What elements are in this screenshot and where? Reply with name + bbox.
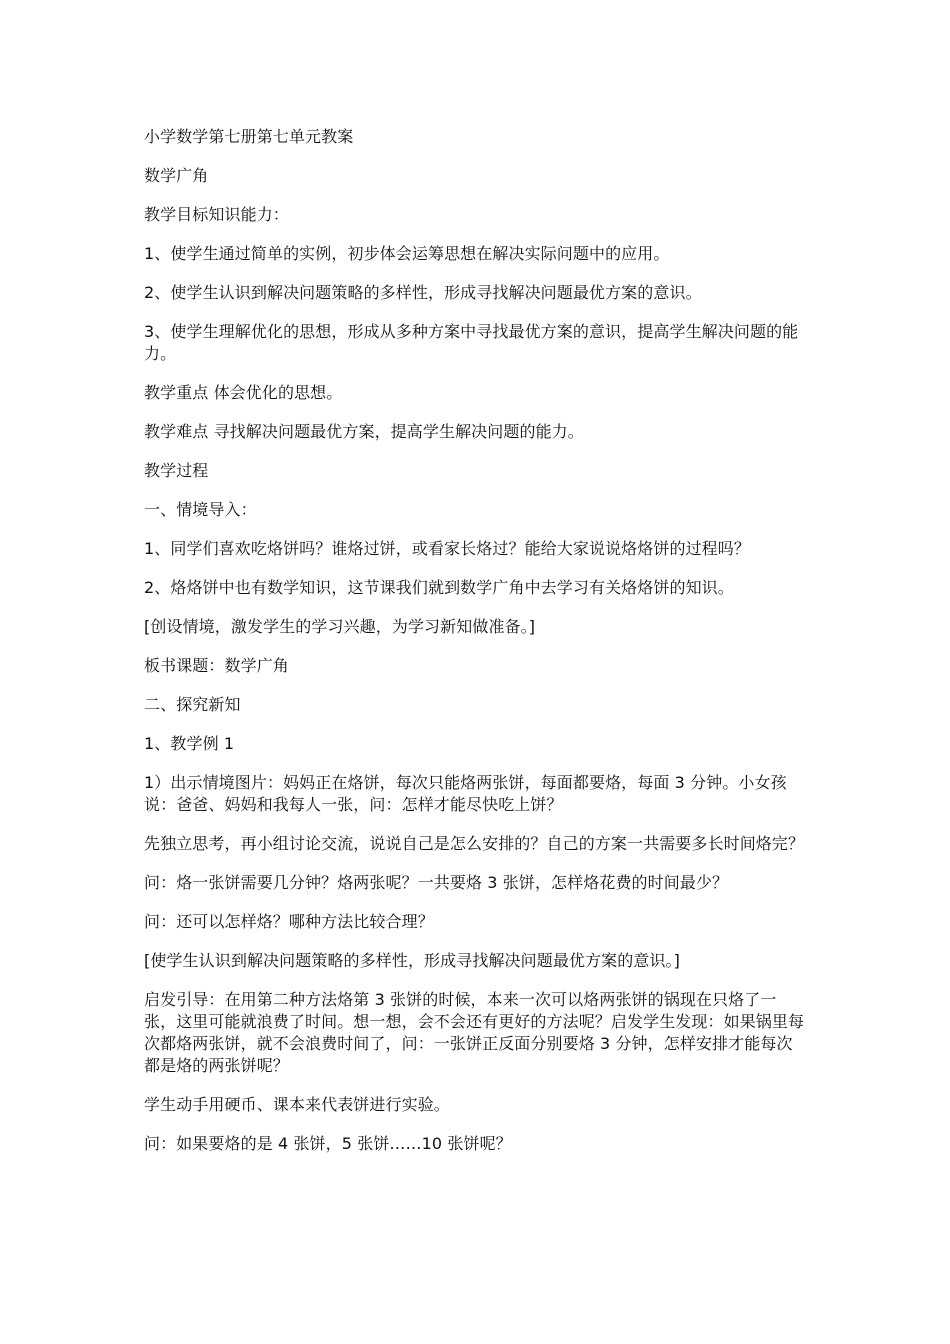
paragraph: 问：还可以怎样烙？哪种方法比较合理？ [144,912,434,931]
paragraph: 问：如果要烙的是 4 张饼，5 张饼……10 张饼呢？ [144,1134,512,1153]
section-title: 二、探究新知 [144,695,241,714]
paragraph: 教学目标知识能力： [144,205,289,224]
section-title: 一、情境导入： [144,500,257,519]
paragraph: 3、使学生理解优化的思想，形成从多种方案中寻找最优方案的意识，提高学生解决问题的能力。 [144,322,799,363]
paragraph: 1）出示情境图片：妈妈正在烙饼，每次只能烙两张饼，每面都要烙，每面 3 分钟。小女孩说：爸爸、妈妈和我每人一张，问：怎样才能尽快吃上饼？ [144,773,787,814]
paragraph: [创设情境，激发学生的学习兴趣，为学习新知做准备。] [144,617,536,636]
document-title: 小学数学第七册第七单元教案 [144,127,354,146]
paragraph: 2、烙烙饼中也有数学知识，这节课我们就到数学广角中去学习有关烙烙饼的知识。 [144,578,734,597]
paragraph: 问：烙一张饼需要几分钟？烙两张呢？一共要烙 3 张饼，怎样烙花费的时间最少？ [144,873,729,892]
paragraph: 先独立思考，再小组讨论交流，说说自己是怎么安排的？自己的方案一共需要多长时间烙完？ [144,834,805,853]
paragraph: 2、使学生认识到解决问题策略的多样性，形成寻找解决问题最优方案的意识。 [144,283,702,302]
paragraph: 学生动手用硬币、课本来代表饼进行实验。 [144,1095,450,1114]
paragraph: 启发引导：在用第二种方法烙第 3 张饼的时候，本来一次可以烙两张饼的锅现在只烙了一张，这里可能就浪费了时间。想一想，会不会还有更好的方法呢？启发学生发现：如果锅里每次都烙两张饼，就不会浪费时间了，问：一张饼正反面分别要烙 3 分钟，怎样安排才能每次都是烙的两张饼呢？ [144,990,805,1075]
document-body [144,126,808,1172]
paragraph: 板书课题：数学广角 [144,656,289,675]
section-title: 数学广角 [144,166,209,185]
paragraph: 教学难点 寻找解决问题最优方案，提高学生解决问题的能力。 [144,422,584,441]
paragraph: 教学重点 体会优化的思想。 [144,383,343,402]
paragraph: 1、教学例 1 [144,734,235,753]
paragraph: [使学生认识到解决问题策略的多样性，形成寻找解决问题最优方案的意识。] [144,951,680,970]
paragraph: 1、使学生通过简单的实例，初步体会运筹思想在解决实际问题中的应用。 [144,244,670,263]
paragraph: 1、同学们喜欢吃烙饼吗？谁烙过饼，或看家长烙过？能给大家说说烙烙饼的过程吗？ [144,539,750,558]
section-title: 教学过程 [144,461,209,480]
